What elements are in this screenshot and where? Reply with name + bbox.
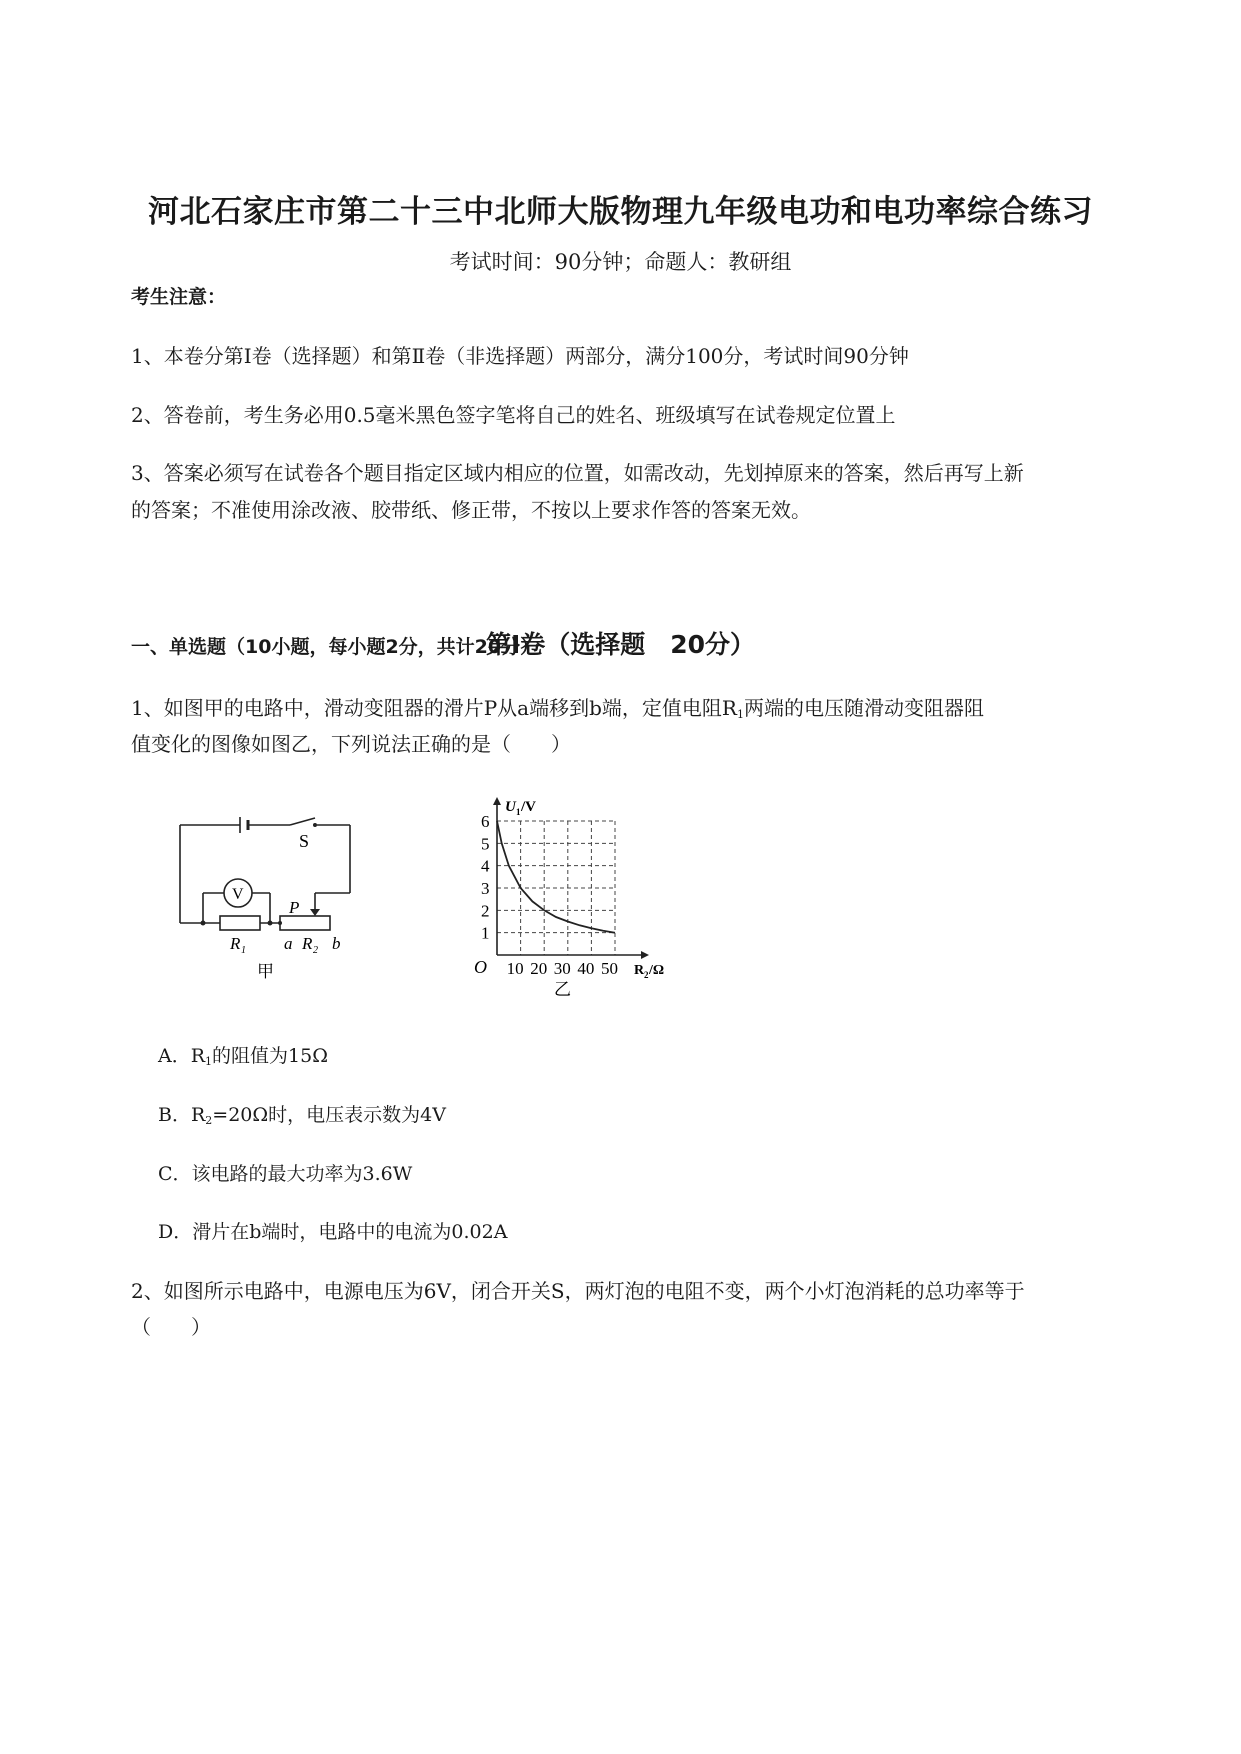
voltmeter-label: V (232, 886, 244, 903)
slider-arrow-icon (310, 909, 320, 916)
option-a-sub: 1 (205, 1055, 213, 1068)
notice-heading: 考生注意： (131, 286, 227, 308)
y-tick-label: 3 (481, 879, 490, 898)
x-axis-label-sub: 2 (644, 970, 649, 980)
y-tick-label: 4 (481, 856, 490, 876)
x-tick-label: 30 (553, 959, 571, 978)
option-a[interactable] (158, 1041, 328, 1068)
x-axis-label: R (634, 963, 645, 978)
question-2-line-2: （ ） (131, 1315, 211, 1339)
notice-item-3-cont: 的答案；不准使用涂改液、胶带纸、修正带，不按以上要求作答的答案无效。 (131, 498, 811, 522)
y-axis-label-sub: 1 (516, 807, 521, 817)
option-b-pre: B．R (158, 1104, 206, 1126)
page-title: 河北石家庄市第二十三中北师大版物理九年级电功和电功率综合练习 (148, 194, 1093, 230)
r2-label: R (302, 934, 313, 953)
x-axis-label-unit: /Ω (649, 963, 665, 978)
r2-sub: 2 (313, 945, 318, 956)
circuit-diagram (170, 805, 370, 985)
notice-item-3: 3、答案必须写在试卷各个题目指定区域内相应的位置，如需改动，先划掉原来的答案，然后再写上新 (131, 461, 1024, 485)
notice-item-1: 1、本卷分第Ⅰ卷（选择题）和第Ⅱ卷（非选择题）两部分，满分100分，考试时间90分钟 (131, 344, 909, 368)
graph-grid (497, 821, 615, 955)
y-tick-label: 1 (481, 923, 490, 943)
notice-item-2: 2、答卷前，考生务必用0.5毫米黑色签字笔将自己的姓名、班级填写在试卷规定位置上 (131, 403, 896, 427)
q1-text-a: 1、如图甲的电路中，滑动变阻器的滑片P从a端移到b端，定值电阻R (131, 696, 737, 720)
origin-label: O (474, 957, 487, 977)
x-tick-label: 40 (577, 959, 595, 978)
x-axis-arrow-icon (641, 951, 649, 959)
question-2-line-1: 2、如图所示电路中，电源电压为6V，闭合开关S，两灯泡的电阻不变，两个小灯泡消耗的总功率等于 (131, 1279, 1025, 1303)
circuit-caption: 甲 (257, 962, 274, 981)
r1-sub: 1 (241, 945, 246, 956)
question-1-line-2: 值变化的图像如图乙，下列说法正确的是（ ） (131, 732, 571, 756)
voltage-curve (497, 821, 615, 933)
switch-label: S (299, 831, 310, 851)
option-d[interactable]: D．滑片在b端时，电路中的电流为0.02A (158, 1221, 508, 1243)
option-b[interactable] (158, 1100, 446, 1127)
y-axis-arrow-icon (493, 797, 501, 805)
option-c[interactable]: C．该电路的最大功率为3.6W (158, 1163, 413, 1185)
y-tick-label: 5 (481, 834, 490, 854)
q1-text-sub: 1 (736, 708, 744, 721)
graph-caption: 乙 (554, 980, 571, 999)
section-title: 第Ⅰ卷（选择题 20分） (485, 630, 756, 659)
question-1-line-1 (131, 692, 984, 721)
r1-label: R (230, 934, 241, 953)
y-tick-label: 6 (481, 812, 490, 831)
terminal-a-label: a (284, 934, 293, 953)
slider-label: P (289, 898, 300, 917)
option-b-sub: 2 (205, 1114, 213, 1127)
y-axis-label: U (505, 799, 516, 815)
y-tick-label: 2 (481, 901, 490, 921)
option-a-text: 的阻值为15Ω (212, 1045, 328, 1067)
option-a-pre: A．R (158, 1045, 206, 1067)
u1-r2-graph (470, 795, 690, 1000)
terminal-b-label: b (332, 934, 341, 953)
x-tick-label: 50 (601, 959, 618, 978)
x-tick-label: 10 (506, 959, 524, 978)
graph-ticks (481, 812, 618, 978)
q1-text-b: 两端的电压随滑动变阻器阻 (743, 696, 984, 720)
y-axis-label-unit: /V (521, 799, 536, 815)
exam-subtitle: 考试时间：90分钟；命题人：教研组 (449, 250, 792, 274)
x-tick-label: 20 (530, 959, 548, 978)
option-b-text: =20Ω时，电压表示数为4V (212, 1104, 446, 1126)
part-heading: 一、单选题（10小题，每小题2分，共计20分） (131, 636, 540, 658)
